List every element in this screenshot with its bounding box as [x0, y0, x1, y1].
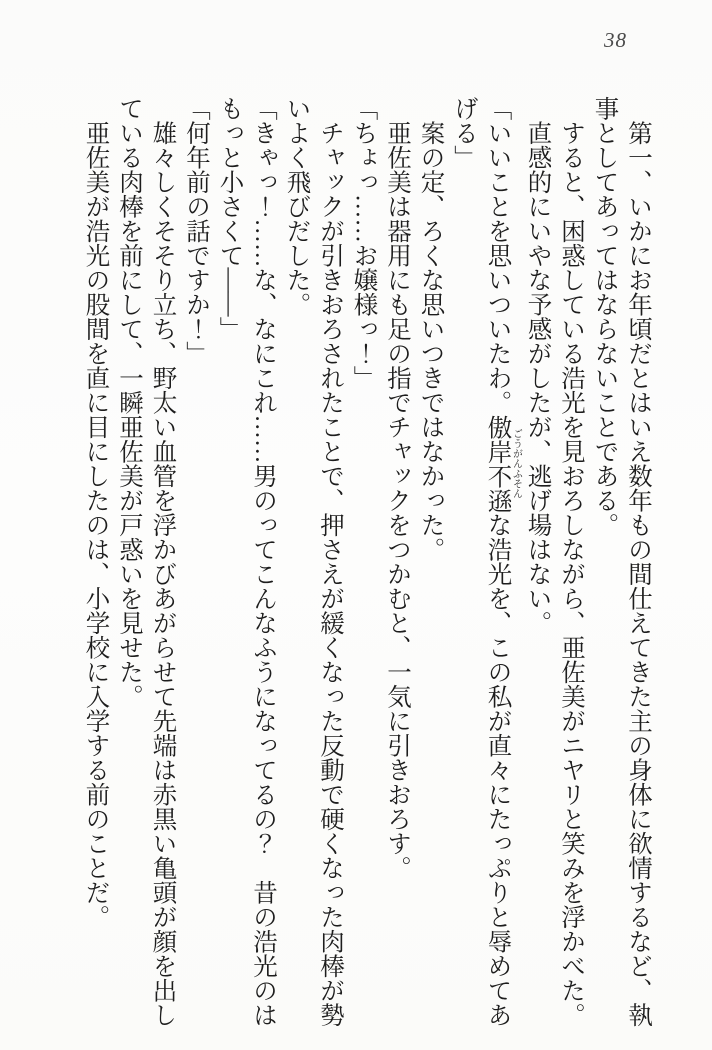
text-column: 「ちょっ……お嬢様っ！」 [350, 96, 378, 390]
text-column: すると、困惑している浩光を見おろしながら、亜佐美がニヤリと笑みを浮かべた。 [558, 96, 585, 1027]
text-column: 案の定、ろくな思いつきではなかった。 [417, 96, 445, 562]
text-column: 亜佐美が浩光の股間を直に目にしたのは、小学校に入学する前のことだ。 [82, 96, 110, 929]
furigana-annotation: 傲岸不遜 ごうがんふそん [484, 414, 522, 513]
text-column: げる」 [451, 96, 478, 170]
text-block [79, 96, 655, 1036]
text-column: 「いいことを思いついたわ。傲岸不遜 ごうがんふそんな浩光を、この私が直々にたっぷりと辱めてあ [484, 96, 522, 1027]
text-column: 事としてあってはならないことである。 [591, 96, 619, 537]
text-column: チャックが引きおろされたことで、押さえが緩くなった反動で硬くなった肉棒が勢 [317, 96, 344, 1027]
text-column: 「何年前の話ですか！」 [183, 96, 210, 366]
text-column: いよく飛びだした。 [283, 96, 311, 317]
text-column: ている肉棒を前にして、一瞬亜佐美が戸惑いを見せた。 [116, 96, 143, 709]
text-column: 直感的にいやな予感がしたが、逃げ場はない。 [524, 96, 552, 635]
text-column: もっと小さくて――」 [216, 96, 244, 341]
text-column: 「きゃっ！……な、なにこれ……男のってこんなふうになってるの？ 昔の浩光のは [250, 96, 277, 1027]
text-column: 亜佐美は器用にも足の指でチャックをつかむと、一気に引きおろす。 [384, 96, 411, 880]
text-column: 雄々しくそそり立ち、野太い血管を浮かびあがらせて先端は赤黒い亀頭が顔を出し [149, 96, 177, 1027]
text-column: 第一、いかにお年頃だとはいえ数年もの間仕えてきた主の身体に欲情するなど、執 [625, 96, 652, 1027]
page-number: 38 [604, 28, 627, 52]
